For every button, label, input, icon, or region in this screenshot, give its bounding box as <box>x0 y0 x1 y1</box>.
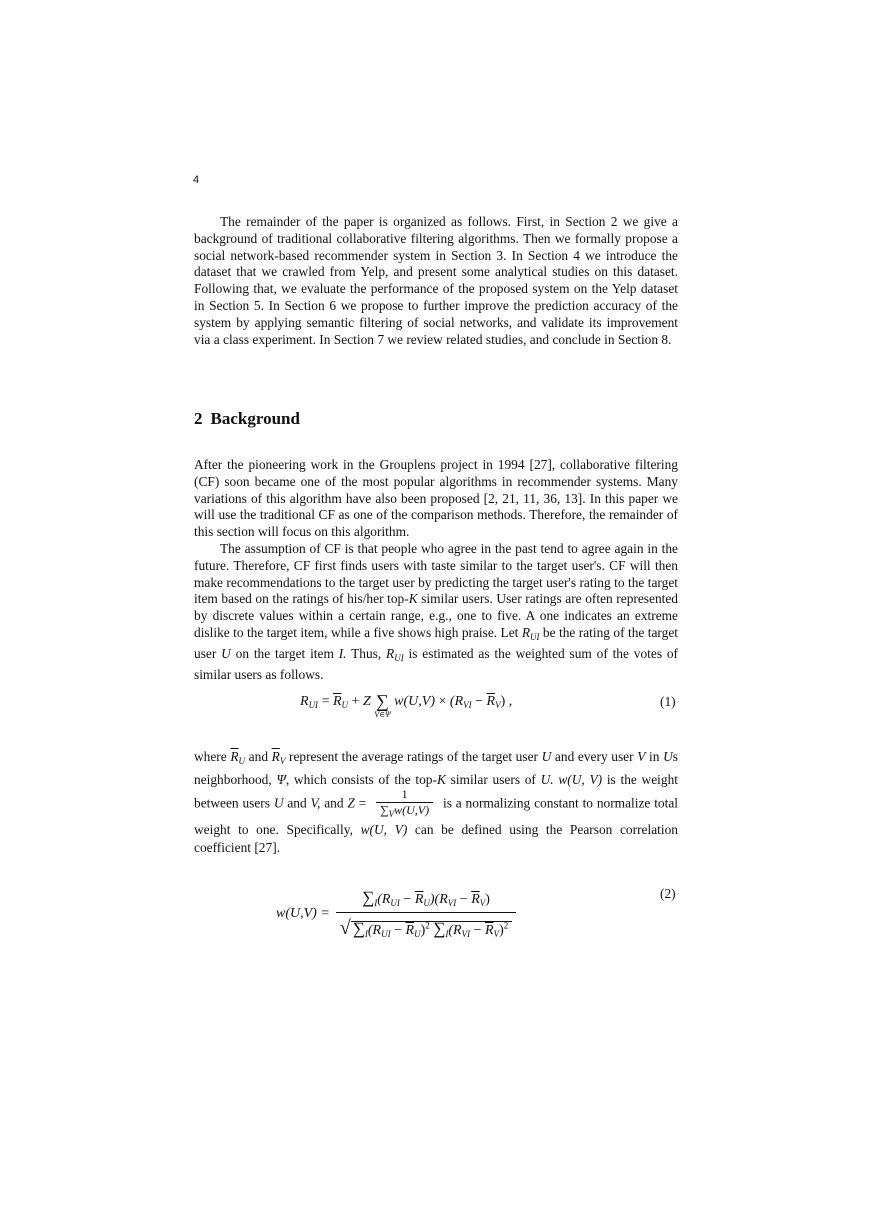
equation-1-number: (1) <box>660 694 676 709</box>
where-rv: $\overline{R}$ <box>271 749 280 764</box>
eq2-num-rv: $\overline{R}$ <box>471 892 480 907</box>
background-section <box>194 457 678 683</box>
where-frac-bot-sum: ∑ <box>380 803 389 817</box>
intro-paragraph: The remainder of the paper is organized as follows. First, in Section 2 we give a background of traditional collaborative filtering algorithms. Then we formally propose a social network-based recommender system in Section 3. In Section 4 we introduce the dataset that we crawled from Yelp, and present some analytical studies on this dataset. Following that, we evaluate the performance of the proposed system on the Yelp dataset in Section 5. In Section 6 we propose to further improve the prediction accuracy of the system by applying semantic filtering of social networks, and validate its improvement via a class experiment. In Section 7 we review related studies, and conclude in Section 8. <box>194 214 678 347</box>
where-i: is the weight between users <box>194 771 678 811</box>
where-frac-bot-w: w(U,V) <box>394 803 430 817</box>
eq2-den-rv: $\overline{R}$ <box>485 923 494 938</box>
where-v: V <box>637 749 646 764</box>
eq1-ru-sub: U <box>341 700 349 710</box>
section-title: Background <box>210 409 300 428</box>
where-f: , which consists of the top- <box>285 771 437 787</box>
eq1-paren: (R <box>449 694 464 709</box>
p2-text-c: be the rating of the target user <box>194 624 678 661</box>
where-ru: $\overline{R}$ <box>230 749 239 764</box>
where-k2: and <box>320 795 348 811</box>
eq1-rvi-sub: VI <box>463 700 472 710</box>
where-frac-bot <box>376 803 433 821</box>
eq2-num-sub2: UI <box>390 898 400 908</box>
eq2-frac <box>336 888 516 940</box>
where-z-eq: = <box>354 795 371 811</box>
eq1-sum-block <box>374 692 390 719</box>
eq2-den-ru-sub: U <box>414 929 421 939</box>
where-v2: V, <box>310 795 321 811</box>
where-frac <box>376 788 433 821</box>
where-g: similar users of <box>445 771 541 787</box>
where-u3: U. <box>540 771 554 787</box>
eq2-den-sum2: ∑ <box>433 919 446 938</box>
eq2-denominator <box>336 913 516 940</box>
eq2-den-body1: (R <box>367 923 382 938</box>
section-heading <box>194 409 300 429</box>
eq2-num-end: ) <box>485 892 490 907</box>
eq2-num-sub3: VI <box>447 898 457 908</box>
eq2-den-minus1: − <box>394 923 403 938</box>
where-e: s neighborhood, <box>194 749 678 787</box>
where-d: in <box>645 749 664 764</box>
p2-text-a: The assumption of CF is that people who agree in the past tend to agree again in the future. Therefore, CF first finds users with taste similar to the target user's. CF will then make recommendations to the target user by predicting the target user's rating to the target item based on the ratings of his/her top- <box>194 540 678 607</box>
p2-text-f: is estimated as the weighted sum of the votes of similar users as follows. <box>194 645 679 682</box>
eq2-den-close2: ) <box>499 923 504 938</box>
eq2-lhs: w(U,V) = <box>276 906 330 921</box>
eq1-z: Z <box>362 694 371 709</box>
p2-u: U <box>221 645 231 661</box>
eq1-plus: + <box>351 694 360 709</box>
eq1-weight: w(U,V) <box>394 694 435 709</box>
eq2-den-radicand: $\sum_I(R_{UI} - \overline{R}_U)^2$ $\sum_I(R_{VI} - \overline{R}_V)^2$ <box>351 921 512 938</box>
where-psi: Ψ <box>276 771 286 787</box>
eq2-num-body1: (R <box>377 892 391 907</box>
eq1-sum-sign: ∑ <box>376 691 389 711</box>
eq1-minus: − <box>475 694 484 709</box>
eq2-den-sub4: VI <box>461 929 471 939</box>
where-u: U <box>541 749 552 764</box>
eq2-den-rv-sub: V <box>493 929 500 939</box>
background-paragraph-1: After the pioneering work in the Grouplens project in 1994 [27], collaborative filtering (CF) soon became one of the most popular algorithms in recommender systems. Many variations of this algorithm have also been proposed [2, 21, 11, 36, 13]. In this paper we will use the traditional CF as one of the comparison methods. Therefore, the remainder of this section will focus on this algorithm. <box>194 457 678 540</box>
eq2-num-rv-sub: V <box>479 898 486 908</box>
where-u4: U <box>273 795 284 811</box>
where-rv-sub: V <box>279 756 286 766</box>
where-b: represent the average ratings of the target user <box>285 749 542 764</box>
where-text <box>194 748 678 856</box>
where-wuv2: w(U, V) <box>360 822 408 837</box>
where-and: and <box>245 749 272 764</box>
eq1-rv-sub: V <box>495 700 501 710</box>
where-wuv: w(U, V) <box>558 771 603 787</box>
eq2-num-minus: − <box>403 892 412 907</box>
eq2-den-close1: ) <box>420 923 426 938</box>
eq1-ru: $\overline{R}$ <box>332 694 342 709</box>
eq2-den-minus2: − <box>473 923 482 938</box>
eq2-numerator <box>336 888 516 913</box>
equation-2-number: (2) <box>660 886 676 901</box>
where-m: can be defined using the Pearson correlation coefficient [27]. <box>194 822 678 855</box>
eq2-den-sub1: I <box>364 929 368 939</box>
eq1-lhs: R <box>300 694 309 709</box>
eq1-lhs-sub: UI <box>308 700 319 710</box>
where-j: and <box>283 795 311 811</box>
eq2-num-sum: ∑ <box>362 888 375 907</box>
intro-section <box>194 214 678 348</box>
where-paragraph <box>194 748 678 856</box>
where-l: is a normalizing constant to normalize total weight to one. Specifically, <box>194 795 679 837</box>
eq2-den-ru: $\overline{R}$ <box>405 923 415 938</box>
eq1-sum-sub: V∈Ψ <box>374 710 391 719</box>
where-ru-sub: U <box>238 756 246 766</box>
eq2-den-sqrt: √ <box>339 917 351 939</box>
eq1-times: × <box>438 694 447 709</box>
eq1-rv: $\overline{R}$ <box>486 694 496 709</box>
eq2-num-ru-sub: U <box>423 898 430 908</box>
p2-k: K <box>408 591 418 607</box>
where-frac-top: 1 <box>376 788 433 803</box>
where-a: where <box>194 749 231 764</box>
where-u2: U <box>663 749 673 764</box>
equation-1 <box>300 691 513 721</box>
equation-2 <box>276 888 516 940</box>
eq2-num-ru: $\overline{R}$ <box>414 892 424 907</box>
p2-text-d: on the target item <box>230 645 339 661</box>
p2-rui2: R <box>386 645 395 661</box>
eq1-equals: = <box>321 694 330 709</box>
p2-text-b: similar users. User ratings are often represented by discrete values within a certain range, e.g., one to five. A one indicates an extreme dislike to the target item, while a five shows high praise. Let <box>194 591 679 640</box>
eq2-num-sub: I <box>374 898 378 908</box>
background-paragraph-2 <box>194 541 678 683</box>
eq2-den-sub2: UI <box>381 929 391 939</box>
where-z: Z <box>347 795 355 811</box>
eq2-num-mid: )(R <box>429 892 448 907</box>
eq2-den-sum1: ∑ <box>352 919 365 938</box>
p2-rui: R <box>521 624 531 640</box>
where-frac-bot-sub: V <box>388 809 395 819</box>
p2-i: I. <box>338 645 347 661</box>
p2-text-e: Thus, <box>346 645 387 661</box>
where-c: and every user <box>551 749 638 764</box>
p2-rui-sub: UI <box>530 631 540 642</box>
eq2-den-sub3: I <box>445 929 449 939</box>
eq2-den-body2: (R <box>448 923 462 938</box>
where-k: K <box>436 771 446 787</box>
eq2-num-minus2: − <box>459 892 468 907</box>
eq1-close: ) , <box>500 694 513 709</box>
section-number: 2 <box>194 409 203 428</box>
p2-rui2-sub: UI <box>394 652 404 663</box>
page-number: 4 <box>193 174 200 186</box>
